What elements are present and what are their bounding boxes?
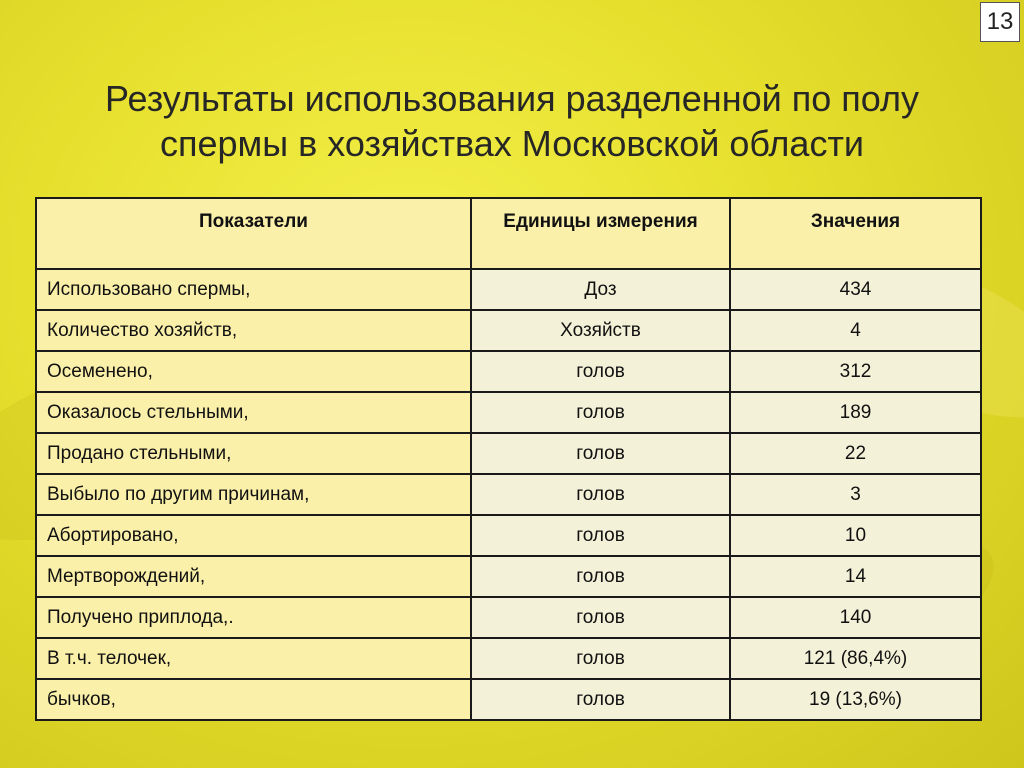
table-row bbox=[36, 679, 981, 720]
table-row bbox=[36, 269, 981, 310]
header-units: Единицы измерения bbox=[471, 198, 730, 269]
row-unit: голов bbox=[471, 679, 730, 720]
row-value: 312 bbox=[730, 351, 981, 392]
row-label: Мертворождений, bbox=[36, 556, 471, 597]
row-label: Выбыло по другим причинам, bbox=[36, 474, 471, 515]
table-row bbox=[36, 392, 981, 433]
table-row bbox=[36, 515, 981, 556]
row-value: 434 bbox=[730, 269, 981, 310]
table-row bbox=[36, 638, 981, 679]
results-table-container bbox=[35, 197, 980, 721]
row-unit: голов bbox=[471, 556, 730, 597]
row-unit: голов bbox=[471, 392, 730, 433]
table-row bbox=[36, 433, 981, 474]
row-value: 189 bbox=[730, 392, 981, 433]
row-label: Получено приплода,. bbox=[36, 597, 471, 638]
row-unit: голов bbox=[471, 638, 730, 679]
row-unit: голов bbox=[471, 351, 730, 392]
row-unit: Хозяйств bbox=[471, 310, 730, 351]
row-unit: Доз bbox=[471, 269, 730, 310]
results-table bbox=[35, 197, 982, 721]
row-value: 121 (86,4%) bbox=[730, 638, 981, 679]
table-row bbox=[36, 310, 981, 351]
header-values: Значения bbox=[730, 198, 981, 269]
table-header-row bbox=[36, 198, 981, 269]
row-value: 19 (13,6%) bbox=[730, 679, 981, 720]
row-value: 22 bbox=[730, 433, 981, 474]
row-unit: голов bbox=[471, 433, 730, 474]
table-row bbox=[36, 597, 981, 638]
slide-number: 13 bbox=[980, 2, 1020, 42]
row-label: Абортировано, bbox=[36, 515, 471, 556]
slide-title bbox=[20, 76, 1004, 166]
row-label: Использовано спермы, bbox=[36, 269, 471, 310]
table-body bbox=[36, 269, 981, 720]
row-value: 3 bbox=[730, 474, 981, 515]
table-row bbox=[36, 556, 981, 597]
row-label: Продано стельными, bbox=[36, 433, 471, 474]
table-row bbox=[36, 474, 981, 515]
header-indicators: Показатели bbox=[36, 198, 471, 269]
row-unit: голов bbox=[471, 515, 730, 556]
row-label: Количество хозяйств, bbox=[36, 310, 471, 351]
row-value: 10 bbox=[730, 515, 981, 556]
row-value: 14 bbox=[730, 556, 981, 597]
row-label: бычков, bbox=[36, 679, 471, 720]
slide-title-line-1: Результаты использования разделенной по полу bbox=[105, 78, 919, 119]
table-row bbox=[36, 351, 981, 392]
row-label: В т.ч. телочек, bbox=[36, 638, 471, 679]
row-label: Оказалось стельными, bbox=[36, 392, 471, 433]
slide-title-line-2: спермы в хозяйствах Московской области bbox=[159, 123, 865, 164]
row-unit: голов bbox=[471, 597, 730, 638]
row-label: Осеменено, bbox=[36, 351, 471, 392]
row-value: 140 bbox=[730, 597, 981, 638]
row-value: 4 bbox=[730, 310, 981, 351]
row-unit: голов bbox=[471, 474, 730, 515]
